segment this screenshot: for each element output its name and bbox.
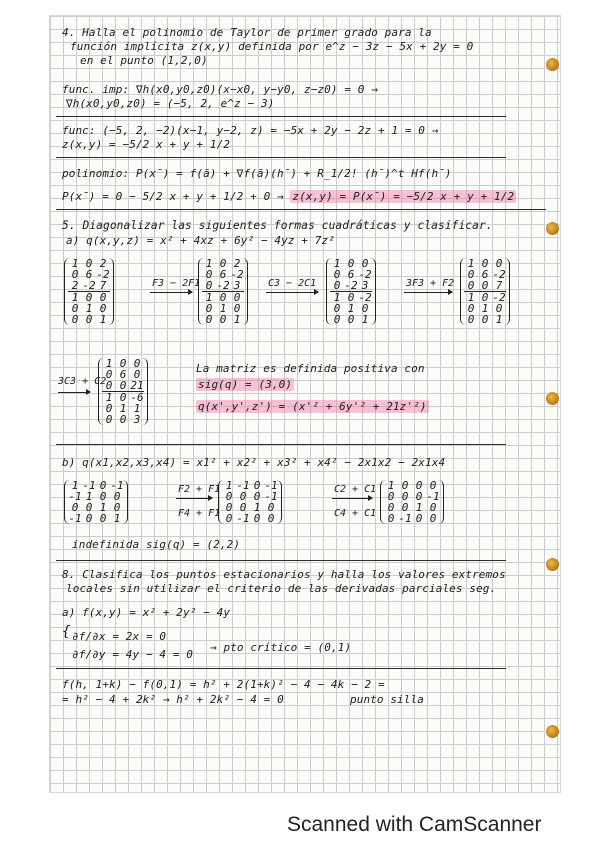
q8-statement-2: locales sin utilizar el criterio de las derivadas parciales seg. [66,582,497,595]
matrix-entry: 0 [267,512,275,525]
matrix-entry: -2 [358,268,372,281]
op-col-1: C3 − 2C1 [268,278,317,289]
matrix-entry: 0 [495,257,503,270]
matrix-entry: 0 [387,512,395,525]
matrix-entry: 0 [333,302,341,315]
matrix-entry: 0 [347,257,355,270]
matrix-entry: -1 [264,490,278,503]
matrix-entry: 1 [133,402,141,415]
matrix-entry: 1 [467,291,475,304]
op-row-1: F3 − 2F1 [152,278,201,289]
op-col-b2: C4 + C1 [334,508,377,519]
matrix-entry: -2 [230,268,244,281]
matrix-entry: 0 [253,490,261,503]
matrix-entry: 0 [205,313,213,326]
binder-hole-4 [546,558,559,571]
matrix-entry: 2 [233,257,241,270]
matrix-entry: 3 [133,413,141,426]
matrix-entry: -1 [236,512,250,525]
matrix-entry: 0 [85,291,93,304]
matrix-entry: 1 [71,479,79,492]
arrow-icon [58,392,90,393]
matrix-entry: -2 [96,268,110,281]
matrix-entry: 6 [85,268,93,281]
matrix-entry: 0 [401,490,409,503]
arrow-icon [266,292,318,293]
matrix-entry: 0 [239,490,247,503]
q5a-signature: sig(q) = (3,0) [198,378,293,391]
matrix-entry: 1 [361,313,369,326]
matrix-a5 [98,358,148,425]
matrix-entry: 0 [105,413,113,426]
matrix-entry: 1 [387,479,395,492]
matrix-entry: 0 [119,379,127,392]
matrix-entry: 1 [415,501,423,514]
matrix-b3 [380,480,444,524]
matrix-entry: 0 [415,479,423,492]
q4-answer-highlight: z(x,y) = P(x̄) = −5/2 x + y + 1/2 [292,190,515,203]
matrix-entry: -1 [68,512,82,525]
matrix-entry: 1 [105,391,113,404]
q5a-form: a) q(x,y,z) = x² + 4xz + 6y² − 4yz + 7z² [66,234,335,247]
op-row-2: 3F3 + F2 [406,278,455,289]
matrix-entry: 0 [467,313,475,326]
matrix-entry: 0 [467,279,475,292]
matrix-entry: -2 [344,279,358,292]
matrix-entry: 0 [105,379,113,392]
q4-statement-3: en el punto (1,2,0) [80,54,208,67]
matrix-entry: 0 [225,490,233,503]
q4-line-implicit: func. imp: ∇h(x0,y0,z0)(x−x0, y−y0, z−z0) = 0 → [62,83,378,96]
matrix-entry: 0 [219,291,227,304]
matrix-entry: 1 [85,490,93,503]
q4-polynomial-value: P(x̄) = 0 − 5/2 x + y + 1/2 + 0 → [62,190,284,203]
q8a-saddle-point: punto silla [350,693,424,706]
matrix-entry: 0 [401,501,409,514]
matrix-entry: 0 [85,512,93,525]
scanner-watermark: Scanned with CamScanner [287,813,542,836]
matrix-entry: 0 [467,268,475,281]
matrix-entry: -2 [82,279,96,292]
q8-statement-1: 8. Clasifica los puntos estacionarios y halla los valores extremos [62,568,506,581]
arrow-icon [332,498,372,499]
matrix-entry: 3 [233,279,241,292]
matrix-entry: -1 [398,512,412,525]
matrix-entry: 0 [347,291,355,304]
matrix-entry: 0 [401,479,409,492]
binder-hole-2 [546,222,559,235]
matrix-entry: 1 [481,302,489,315]
matrix-entry: 1 [347,302,355,315]
matrix-entry: 0 [481,279,489,292]
binder-hole-3 [546,392,559,405]
matrix-entry: 0 [495,302,503,315]
matrix-entry: 0 [99,291,107,304]
matrix-entry: 0 [71,268,79,281]
matrix-entry: 0 [205,279,213,292]
matrix-entry: 1 [205,257,213,270]
binder-hole-5 [546,725,559,738]
op-col-b1: C2 + C1 [334,484,377,495]
matrix-entry: 21 [130,379,144,392]
op-col-2: 3C3 + C2 [58,376,107,387]
divider [56,157,506,158]
matrix-entry: 0 [429,501,437,514]
arrow-icon [150,292,192,293]
q8a-function: a) f(x,y) = x² + 2y² − 4y [62,606,231,619]
matrix-entry: 0 [267,501,275,514]
matrix-entry: 2 [99,257,107,270]
matrix-a3 [326,258,376,325]
matrix-entry: -1 [68,490,82,503]
matrix-entry: 0 [85,313,93,326]
matrix-entry: 0 [119,357,127,370]
q4-line-z: z(x,y) = −5/2 x + y + 1/2 [62,138,231,151]
matrix-entry: 0 [415,490,423,503]
q4-statement-2: función implícita z(x,y) definida por e^z − 3z − 5x + 2y = 0 [70,40,474,53]
q5b-classification: indefinida sig(q) = (2,2) [72,538,241,551]
matrix-entry: 0 [85,257,93,270]
matrix-entry: -2 [492,268,506,281]
matrix-a1 [64,258,114,325]
op-row-b1: F2 + F1 [178,484,221,495]
matrix-entry: 0 [481,291,489,304]
matrix-entry: 0 [105,402,113,415]
q8a-increment-2: = h² − 4 + 2k² → h² + 2k² − 4 = 0 [62,693,284,706]
matrix-entry: -2 [492,291,506,304]
q8a-partial-x: ∂f/∂x = 2x = 0 [72,630,167,643]
matrix-entry: 1 [71,257,79,270]
q4-polynomial-def: polinomio: P(x̄) = f(ā) + ∇f(ā)(h̄) + R_1/2! (h̄)^t Hf(h̄) [62,167,452,180]
matrix-entry: 3 [361,279,369,292]
matrix-entry: 1 [233,313,241,326]
divider [56,668,506,669]
matrix-entry: 0 [333,268,341,281]
matrix-entry: 0 [71,302,79,315]
matrix-entry: 1 [333,291,341,304]
matrix-entry: 7 [495,279,503,292]
matrix-entry: 0 [225,512,233,525]
matrix-entry: 0 [99,490,107,503]
q8a-partial-y: ∂f/∂y = 4y − 4 = 0 [72,648,194,661]
matrix-entry: 1 [99,501,107,514]
matrix-entry: 6 [219,268,227,281]
matrix-entry: 6 [119,368,127,381]
matrix-a2 [198,258,248,325]
matrix-entry: 0 [253,479,261,492]
arrow-icon [176,498,212,499]
matrix-entry: 0 [225,501,233,514]
q4-line-func: func: (−5, 2, −2)(x−1, y−2, z) = −5x + 2y − 2z + 1 = 0 → [62,124,439,137]
matrix-entry: -1 [110,479,124,492]
matrix-entry: -1 [236,479,250,492]
matrix-b2 [218,480,282,524]
divider [56,444,506,445]
matrix-entry: 0 [133,368,141,381]
matrix-b1 [64,480,128,524]
matrix-entry: 0 [387,490,395,503]
divider [56,209,546,210]
matrix-entry: 1 [333,257,341,270]
matrix-entry: 0 [205,268,213,281]
matrix-entry: 0 [219,257,227,270]
matrix-entry: 0 [415,512,423,525]
q5a-classification: La matriz es definida positiva con [196,362,425,375]
matrix-entry: 0 [333,313,341,326]
divider [56,560,506,561]
q8a-critical-point: → pto crítico = (0,1) [210,641,352,654]
matrix-entry: 1 [113,512,121,525]
matrix-entry: 0 [113,501,121,514]
matrix-entry: 0 [387,501,395,514]
matrix-entry: 0 [481,257,489,270]
matrix-entry: 2 [71,279,79,292]
arrow-icon [404,292,452,293]
q8a-increment: f(h, 1+k) − f(0,1) = h² + 2(1+k)² − 4 − 4k − 2 = [62,678,385,691]
matrix-entry: 0 [119,413,127,426]
matrix-entry: -1 [82,479,96,492]
matrix-entry: 1 [219,302,227,315]
matrix-entry: 1 [495,313,503,326]
matrix-entry: 0 [347,313,355,326]
matrix-entry: 0 [205,302,213,315]
matrix-entry: -2 [216,279,230,292]
matrix-entry: 1 [253,501,261,514]
matrix-entry: 0 [99,479,107,492]
matrix-entry: 0 [233,291,241,304]
matrix-entry: 0 [71,501,79,514]
brace-icon: { [62,624,71,640]
matrix-entry: 0 [467,302,475,315]
matrix-entry: 0 [239,501,247,514]
matrix-entry: 0 [361,257,369,270]
matrix-entry: 0 [361,302,369,315]
matrix-entry: 1 [225,479,233,492]
matrix-entry: -1 [264,479,278,492]
matrix-entry: 1 [99,313,107,326]
matrix-entry: 1 [119,402,127,415]
matrix-entry: -6 [130,391,144,404]
matrix-entry: 0 [105,368,113,381]
matrix-entry: 0 [429,512,437,525]
q5b-form: b) q(x1,x2,x3,x4) = x1² + x2² + x3² + x4² − 2x1x2 − 2x1x4 [62,456,446,469]
matrix-entry: 0 [85,501,93,514]
matrix-entry: 6 [347,268,355,281]
matrix-entry: 0 [253,512,261,525]
binder-hole-1 [546,58,559,71]
divider [56,116,506,117]
matrix-entry: 1 [205,291,213,304]
matrix-entry: 7 [99,279,107,292]
matrix-entry: 0 [113,490,121,503]
matrix-entry: 0 [119,391,127,404]
matrix-entry: 0 [99,302,107,315]
matrix-entry: 0 [481,313,489,326]
matrix-entry: 0 [99,512,107,525]
q5a-diagonal-form: q(x',y',z') = (x'² + 6y'² + 21z'²) [198,400,427,413]
matrix-entry: -2 [358,291,372,304]
q4-statement-1: 4. Halla el polinomio de Taylor de primer grado para la [62,26,432,39]
matrix-entry: 0 [71,313,79,326]
matrix-a4 [460,258,510,325]
matrix-entry: 0 [333,279,341,292]
matrix-entry: 1 [105,357,113,370]
matrix-entry: 0 [133,357,141,370]
matrix-entry: 0 [219,313,227,326]
q4-polynomial-eval [62,190,516,203]
matrix-entry: 6 [481,268,489,281]
q4-line-gradient: ∇h(x0,y0,z0) = (−5, 2, e^z − 3) [66,97,275,110]
matrix-entry: -1 [426,490,440,503]
op-row-b2: F4 + F1 [178,508,221,519]
matrix-entry: 0 [233,302,241,315]
q5-title: 5. Diagonalizar las siguientes formas cuadráticas y clasificar. [62,219,493,232]
matrix-entry: 0 [429,479,437,492]
matrix-entry: 1 [467,257,475,270]
matrix-entry: 1 [85,302,93,315]
matrix-entry: 1 [71,291,79,304]
